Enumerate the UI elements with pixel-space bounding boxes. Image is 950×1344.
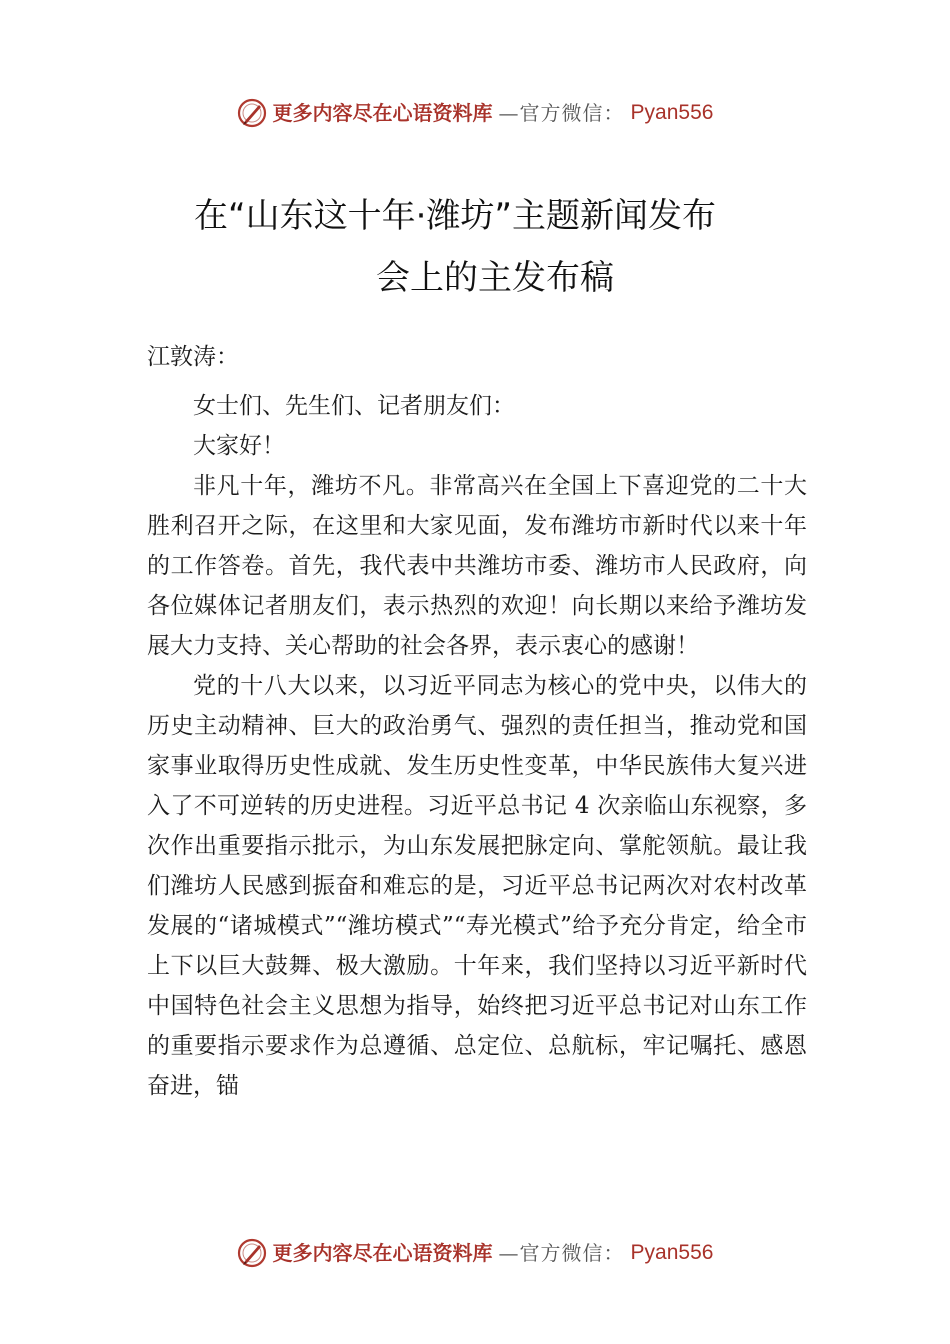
greeting-paragraph: 大家好！: [193, 433, 285, 459]
watermark-wechat-id: Pyan556: [630, 1241, 714, 1264]
body-paragraph: 党的十八大以来，以习近平同志为核心的党中央，以伟大的历史主动精神、巨大的政治勇气、强烈的责任担当，推动党和国家事业取得历史性成就、发生历史性变革，中华民族伟大复兴进入了不可逆转的历史进程。习近平总书记 4 次亲临山东视察，多次作出重要指示批示，为山东发展把脉定向、掌舵领航。最让我们潍坊人民感到振奋和难忘的是，习近平总书记两次对农村改革发展的“诸城模式”“潍坊模式”“寿光模式”给予充分肯定，给全市上下以巨大鼓舞、极大激励。十年来，我们坚持以习近平新时代中国特色社会主义思想为指导，始终把习近平总书记对山东工作的重要指示要求作为总遵循、总定位、总航标，牢记嘱托、感恩奋进，锚: [147, 673, 807, 1099]
watermark-library-text: 更多内容尽在心语资料库: [272, 101, 493, 125]
watermark-wechat-label: —官方微信：: [498, 1241, 625, 1265]
document-body: [147, 386, 807, 1106]
salutation-paragraph: 女士们、先生们、记者朋友们：: [193, 393, 515, 419]
header-watermark: [0, 98, 950, 128]
document-title-line-2: 会上的主发布稿: [376, 258, 614, 298]
watermark-wechat-id: Pyan556: [630, 101, 714, 124]
footer-watermark: [0, 1238, 950, 1268]
speaker-name: 江敦涛：: [147, 344, 239, 370]
pen-seal-icon: [237, 1238, 267, 1268]
document-title-line-1: 在“山东这十年·潍坊”主题新闻发布: [193, 196, 717, 236]
body-paragraph: 非凡十年，潍坊不凡。非常高兴在全国上下喜迎党的二十大胜利召开之际，在这里和大家见面，发布潍坊市新时代以来十年的工作答卷。首先，我代表中共潍坊市委、潍坊市人民政府，向各位媒体记者朋友们，表示热烈的欢迎！向长期以来给予潍坊发展大力支持、关心帮助的社会各界，表示衷心的感谢！: [147, 473, 807, 659]
watermark-wechat-label: —官方微信：: [498, 101, 625, 125]
watermark-library-text: 更多内容尽在心语资料库: [272, 1241, 493, 1265]
pen-seal-icon: [237, 98, 267, 128]
